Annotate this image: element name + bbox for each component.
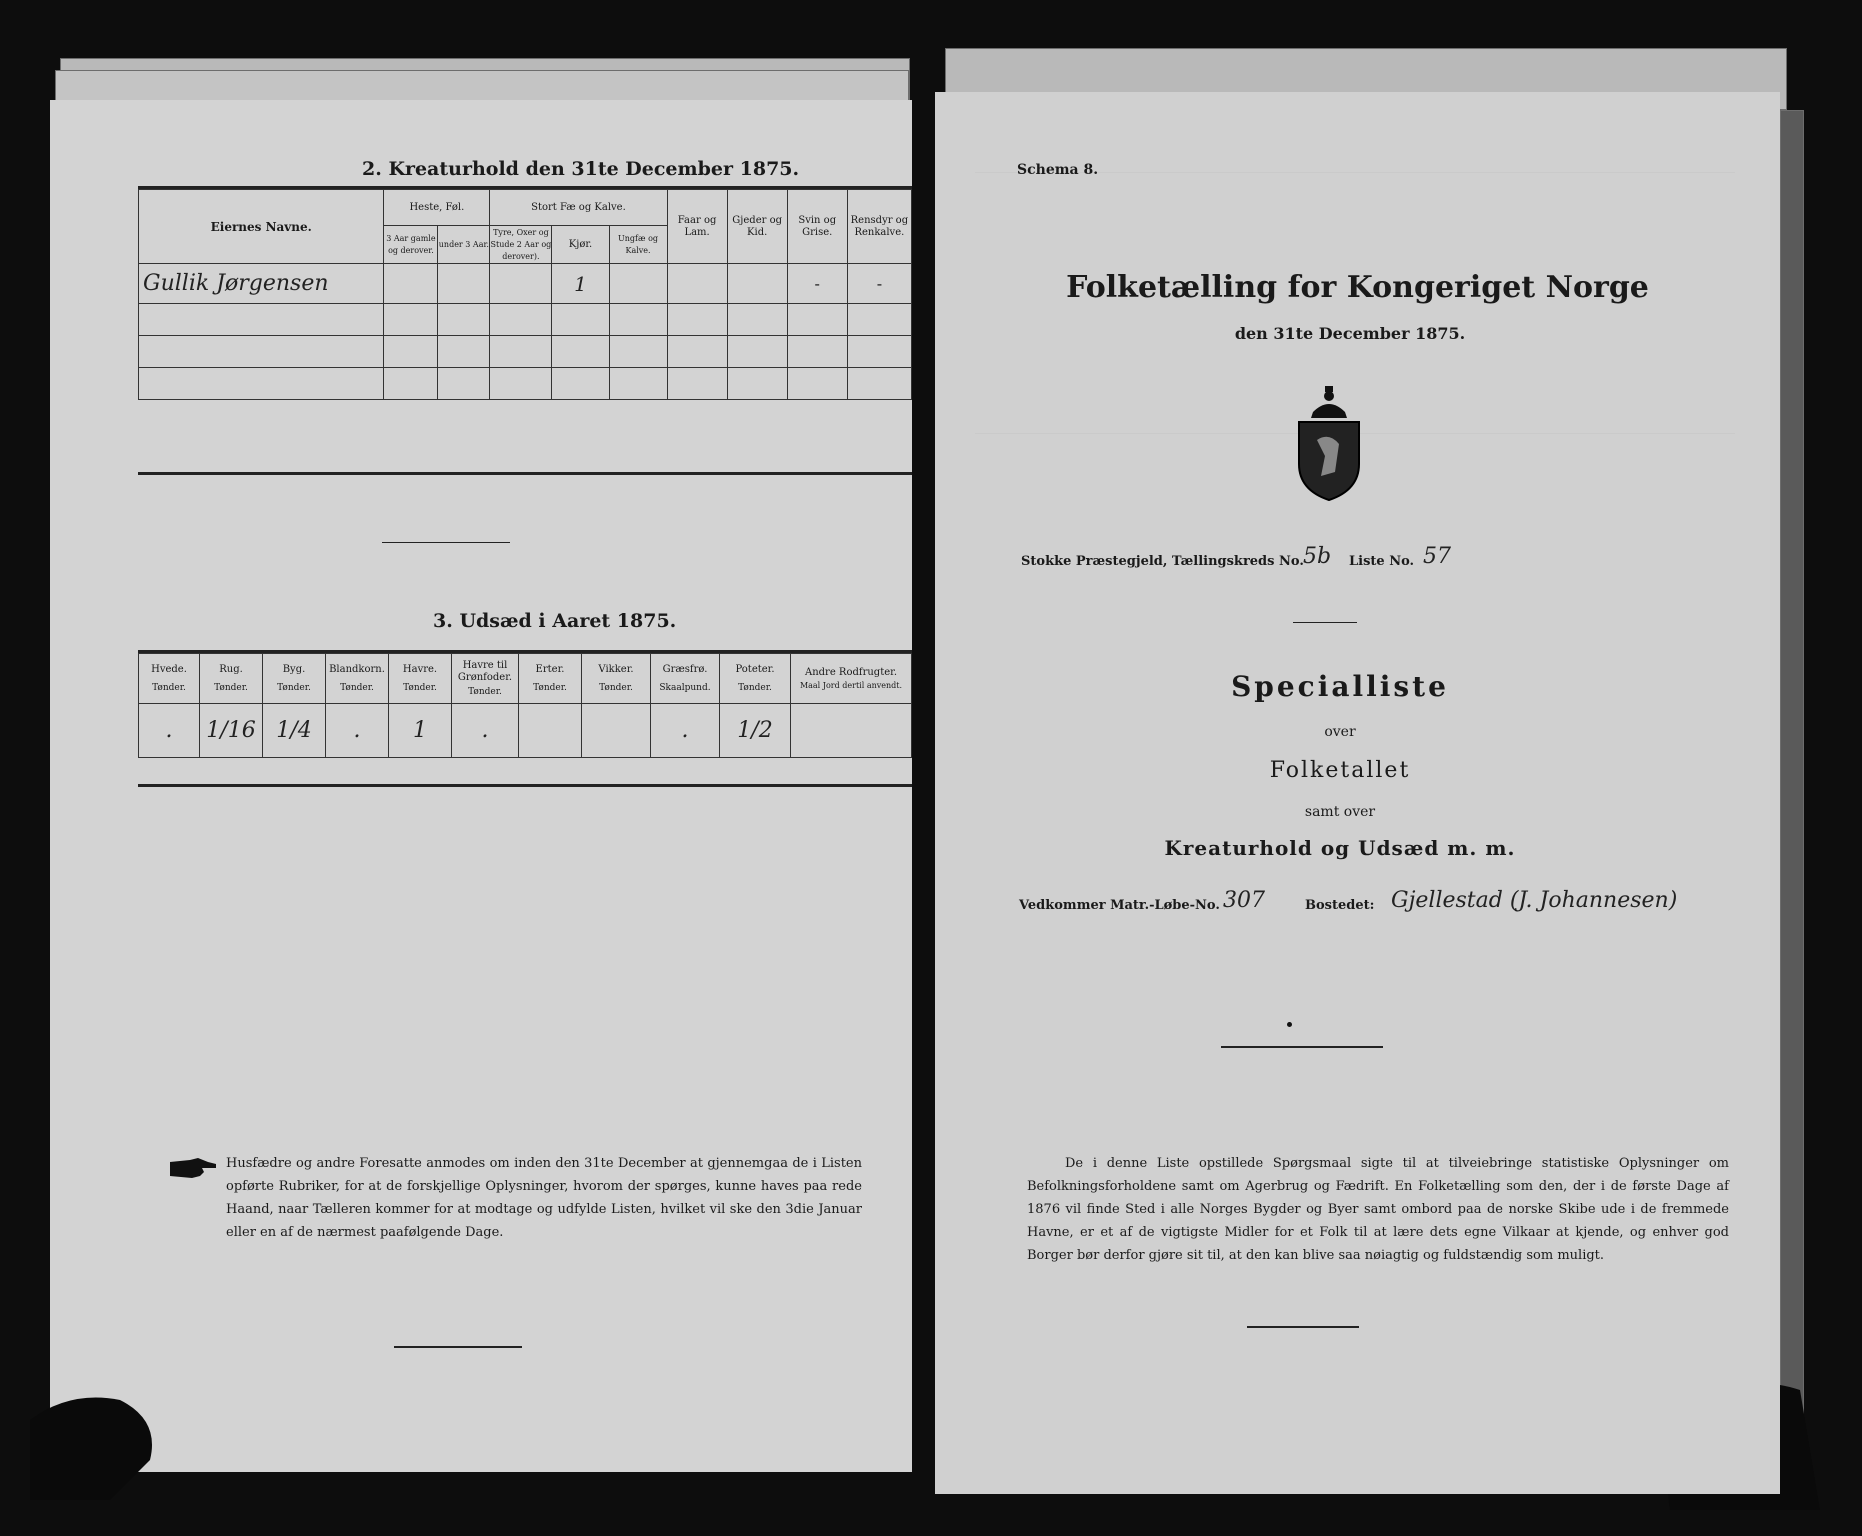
main-title: Folketælling for Kongeriget Norge [1066,270,1649,305]
col-byg: Byg. [282,663,306,675]
val-andre [791,704,912,758]
table-bottom-rule [138,472,912,475]
val-rug: 1/16 [200,704,263,758]
col-havre: Havre. [402,663,438,675]
table-row [139,304,912,336]
matr-label: Vedkommer Matr.-Løbe-No. [1019,898,1220,913]
owner-header: Eiernes Navne. [139,190,384,264]
col-rug: Rug. [219,663,243,675]
matr-number: 307 [1223,888,1265,913]
rensdyr-header: Rensdyr og Renkalve. [847,190,911,264]
info-paragraph: De i denne Liste opstillede Spørgsmaal sigte til at tilveiebringe statistiske Oplysninger om Befolkningsforholdene samt om Agerbrug og Fædrift. En Folketælling som den, der i de første Dage af 1876 vil finde Sted i alle Norges Bygder og Byer samt ombord paa de norske Skibe ude i de fremmede Havne, er et af de vigtigste Midler for et Folk til at lære dets egne Vilkaar at kjende, og enhver god Borger bør derfor gjøre sit til, at den kan blive saa nøiagtig og fuldstændig som muligt. [1027,1156,1729,1263]
kjor-value: 1 [574,271,587,296]
heste-header: Heste, Føl. [384,190,490,226]
col-erter: Erter. [535,663,565,675]
divider [1221,1046,1383,1048]
liste-label: Liste No. [1349,554,1415,569]
gjeder-header: Gjeder og Kid. [727,190,787,264]
val-blandkorn: . [326,704,389,758]
liste-number: 57 [1423,544,1451,569]
bosted-value: Gjellestad (J. Johannesen) [1391,888,1678,913]
col-poteter: Poteter. [735,663,775,675]
left-page [50,100,912,1472]
section2-title: 2. Kreaturhold den 31te December 1875. [362,158,800,180]
title-date: den 31te December 1875. [1234,324,1466,343]
folketallet-title: Folketallet [1269,758,1411,783]
faar-header: Faar og Lam. [667,190,727,264]
divider [1247,1326,1359,1328]
kjor-header: Kjør. [552,226,609,264]
right-page [935,92,1780,1494]
divider [394,1346,522,1348]
divider [382,542,510,543]
rensdyr-dash: - [876,274,883,293]
col-havre-gronfoder: Havre til Grønfoder. [457,659,513,683]
bosted-label: Bostedet: [1305,898,1375,913]
table-row [139,336,912,368]
heste-under3-header: under 3 Aar. [438,226,490,264]
samt-over-label: samt over [1304,804,1376,820]
dot-mark [1287,1022,1292,1027]
over-label: over [1324,724,1356,740]
coat-of-arms-icon [1291,382,1367,502]
val-byg: 1/4 [263,704,326,758]
spec-title: Specialliste [1231,670,1449,703]
schema-label: Schema 8. [1017,162,1099,178]
kreatur-title: Kreaturhold og Udsæd m. m. [1164,836,1516,860]
table-row [139,704,912,758]
col-graesfro: Græsfrø. [662,663,708,675]
ungfae-header: Ungfæ og Kalve. [609,226,667,264]
col-hvede: Hvede. [151,663,187,675]
table-row [139,368,912,400]
stort-fae-header: Stort Fæ og Kalve. [490,190,667,226]
book-corner-left [30,1390,160,1500]
col-blandkorn: Blandkorn. [329,663,385,675]
divider [1293,622,1357,623]
heste-3aar-header: 3 Aar gamle og derover. [384,226,438,264]
tyre-header: Tyre, Oxer og Stude 2 Aar og derover). [490,226,552,264]
table-row [139,264,912,304]
pointing-hand-icon [168,1156,218,1180]
val-havre: 1 [389,704,452,758]
udsaed-bottom-rule [138,784,912,787]
svin-dash: - [814,274,820,293]
udsaed-table: Hvede. Tønder. Rug. Tønder. Byg. Tønder. Blandkorn. Tønder. Havre. Tønder. Havre til Grønfoder. Tønder. Erter. Tønder. Vikker. Tønder. Græsfrø. Skaalpund. Poteter. Tønder. Andre Rodfrugter. Maal Jord dertil anvendt. . 1/16 1/4 . 1 . . 1/2 [138,653,912,758]
val-erter [519,704,582,758]
val-graesfro: . [651,704,720,758]
notice-text: Husfædre og andre Foresatte anmodes om inden den 31te December at gjennemgaa de i Listen opførte Rubriker, for at de forskjellige Oplysninger, hvorom der spørges, kunne haves paa rede Haand, naar Tælleren kommer for at modtage og udfylde Listen, hvilket vil ske den 3die Januar eller en af de nærmest paafølgende Dage. [226,1156,862,1240]
owner-name: Gullik Jørgensen [143,271,329,296]
livestock-table [138,189,912,400]
col-vikker: Vikker. [598,663,634,675]
val-havre-gronfoder: . [452,704,519,758]
kreds-number: 5b [1303,544,1332,569]
val-vikker [582,704,651,758]
section3-title: 3. Udsæd i Aaret 1875. [433,610,677,632]
val-poteter: 1/2 [720,704,791,758]
district-line: Stokke Præstegjeld, Tællingskreds No. [1021,554,1304,569]
val-hvede: . [139,704,200,758]
page-edge-right [1780,110,1804,1472]
col-andre-rodfrugter: Andre Rodfrugter. [804,667,897,678]
svin-header: Svin og Grise. [787,190,847,264]
